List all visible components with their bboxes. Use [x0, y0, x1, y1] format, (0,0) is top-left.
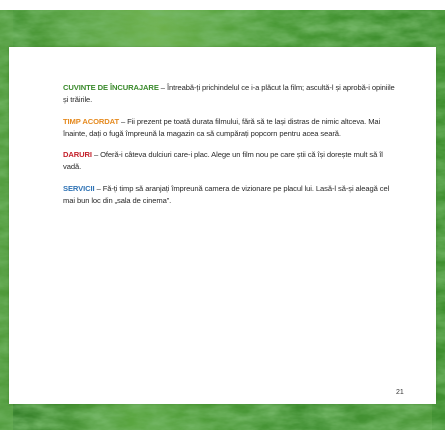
paragraph-quality-time [63, 116, 398, 140]
page-number: 21 [396, 389, 404, 396]
keyword-encouragement: CUVINTE DE ÎNCURAJARE [63, 83, 159, 92]
paragraph-encouragement [63, 82, 398, 106]
paragraph-gifts [63, 149, 398, 173]
keyword-services: SERVICII [63, 183, 95, 193]
keyword-gifts: DARURI [63, 150, 92, 159]
paragraph-text: – Oferă-i câteva dulciuri care-i plac. Alege un film nou pe care știi că își dorește mult să îl vadă. [63, 150, 383, 171]
keyword-quality-time: TIMP ACORDAT [63, 116, 120, 126]
paragraph-text: – Întreabă-ți prichindelul ce i-a plăcut la film; ascultă-l și aprobă-i opiniile și trăirile. [63, 83, 395, 104]
paragraph-services [63, 183, 398, 207]
paragraph-text: – Fii prezent pe toată durata filmului, fără să te lași distras de nimic altceva. Mai înainte, dați o fugă împreună la magazin ca să cumpărați popcorn pentru acea seară. [63, 116, 381, 138]
text-content [63, 82, 398, 216]
paragraph-text: – Fă-ți timp să aranjați împreună camera de vizionare pe placul lui. Lasă-l să-și aleagă cel mai bun loc din „sala de cinema”. [63, 183, 390, 205]
